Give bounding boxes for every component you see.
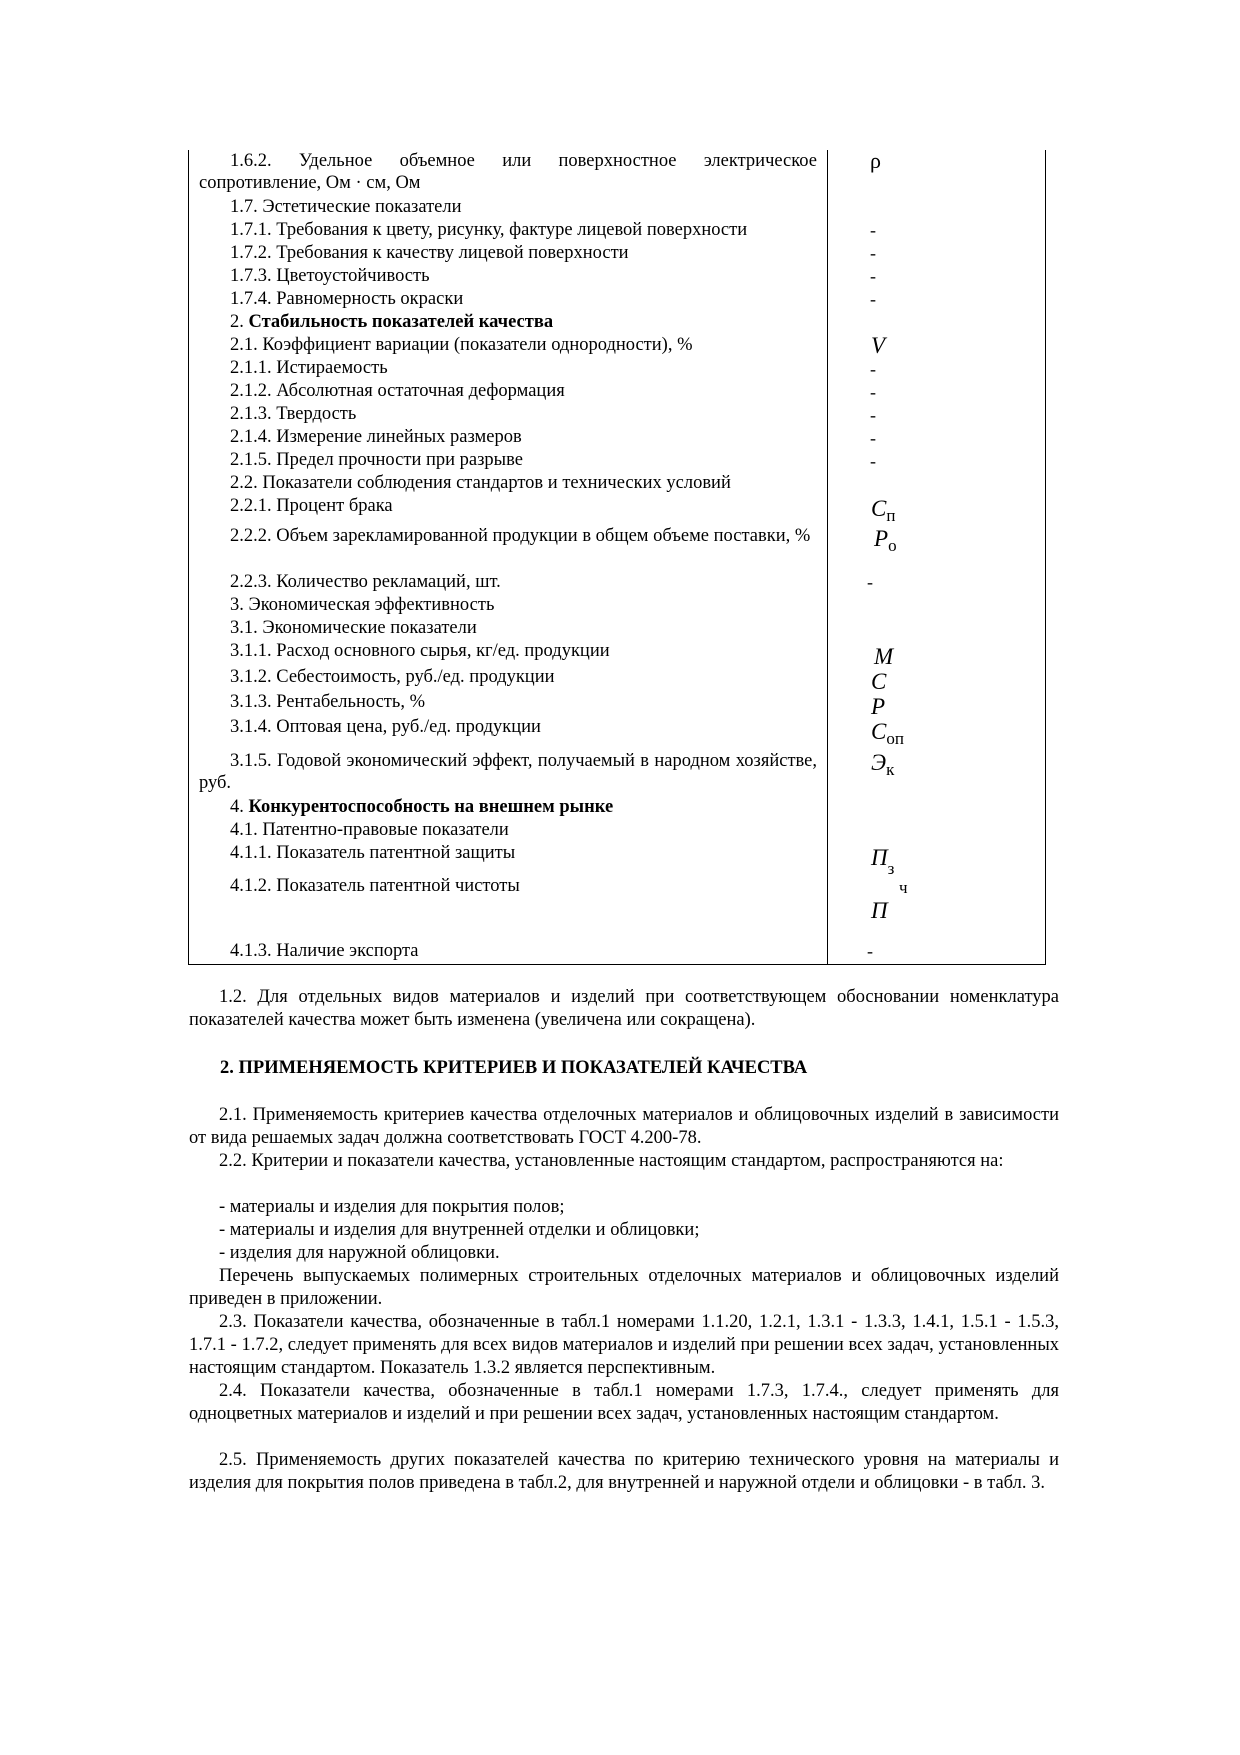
table-row-symbol: ρ bbox=[870, 148, 881, 173]
table-row-text: 2.1.4. Измерение линейных размеров bbox=[230, 427, 522, 447]
paragraph-1-2: 1.2. Для отдельных видов материалов и изделий при соответствующем обосновании номенклатура показателей качества может быть изменена (увеличена или сокращена). bbox=[189, 987, 1059, 1030]
table-row-text: 2. Стабильность показателей качества bbox=[230, 312, 554, 332]
table-row-symbol: - bbox=[870, 266, 876, 286]
list-item: - материалы и изделия для внутренней отделки и облицовки; bbox=[219, 1220, 700, 1240]
table-row-text: 1.7.2. Требования к качеству лицевой поверхности bbox=[230, 243, 629, 263]
table-row-text: 4.1.3. Наличие экспорта bbox=[230, 941, 419, 961]
paragraph-2-4: 2.4. Показатели качества, обозначенные в табл.1 номерами 1.7.3, 1.7.4., следует применять для одноцветных материалов и изделий и при решении всех задач, установленных настоящим стандартом. bbox=[189, 1381, 1059, 1424]
table-row-symbol: М bbox=[874, 644, 894, 669]
table-row-symbol: - bbox=[870, 428, 876, 448]
table-row-symbol-subscript: ч bbox=[899, 878, 908, 897]
table-row-text: 2.1. Коэффициент вариации (показатели однородности), % bbox=[230, 335, 693, 355]
table-row-symbol: П bbox=[871, 898, 888, 923]
table-row-symbol: - bbox=[870, 220, 876, 240]
table-row-text: 2.2. Показатели соблюдения стандартов и технических условий bbox=[230, 473, 731, 493]
table-row-symbol: $С_п$ bbox=[871, 496, 896, 525]
table-row-symbol: - bbox=[867, 572, 873, 592]
table-row-text: 2.1.2. Абсолютная остаточная деформация bbox=[230, 381, 565, 401]
table-row-symbol: - bbox=[870, 289, 876, 309]
table-row-text: 4.1.1. Показатель патентной защиты bbox=[230, 843, 516, 863]
table-row-text: 2.1.1. Истираемость bbox=[230, 358, 388, 378]
paragraph-2-2: 2.2. Критерии и показатели качества, установленные настоящим стандартом, распространяются на: bbox=[219, 1151, 1004, 1171]
table-row-text: 3.1.3. Рентабельность, % bbox=[230, 692, 425, 712]
paragraph-2-5: 2.5. Применяемость других показателей качества по критерию технического уровня на материалы и изделия для покрытия полов приведена в табл.2, для внутренней и наружной отдели и облицовки - в табл. 3. bbox=[189, 1450, 1059, 1493]
table-row-symbol: - bbox=[870, 243, 876, 263]
table-row-text: 3.1.4. Оптовая цена, руб./ед. продукции bbox=[230, 717, 541, 737]
section-2-heading: 2. ПРИМЕНЯЕМОСТЬ КРИТЕРИЕВ И ПОКАЗАТЕЛЕЙ КАЧЕСТВА bbox=[220, 1058, 808, 1078]
table-row-text: 1.7.1. Требования к цвету, рисунку, фактуре лицевой поверхности bbox=[230, 220, 748, 240]
table-row-symbol: V bbox=[871, 333, 886, 358]
table-row-symbol: С bbox=[871, 669, 887, 694]
table-row-text: 4.1. Патентно-правовые показатели bbox=[230, 820, 509, 840]
table-row-text: 2.1.3. Твердость bbox=[230, 404, 357, 424]
table-row-text: 1.6.2. Удельное объемное или поверхностное электрическое сопротивление, Ом · см, Ом bbox=[199, 151, 817, 193]
table-row-text: 3. Экономическая эффективность bbox=[230, 595, 495, 615]
table-row-symbol: - bbox=[867, 941, 873, 961]
list-item: - изделия для наружной облицовки. bbox=[219, 1243, 500, 1263]
table-row-text: 2.1.5. Предел прочности при разрыве bbox=[230, 450, 523, 470]
paragraph-list: Перечень выпускаемых полимерных строительных отделочных материалов и облицовочных изделий приведен в приложении. bbox=[189, 1266, 1059, 1309]
table-row-text: 2.2.2. Объем зарекламированной продукции в общем объеме поставки, % bbox=[230, 526, 811, 546]
table-row-text: 3.1.2. Себестоимость, руб./ед. продукции bbox=[230, 667, 555, 687]
table-row-text: 3.1.1. Расход основного сырья, кг/ед. продукции bbox=[230, 641, 610, 661]
table-row-symbol: - bbox=[870, 451, 876, 471]
table-row-text: 4. Конкурентоспособность на внешнем рынке bbox=[230, 797, 614, 817]
table-row-text: 3.1.5. Годовой экономический эффект, получаемый в народном хозяйстве, руб. bbox=[199, 751, 817, 793]
table-row-symbol: - bbox=[870, 405, 876, 425]
table-row-symbol: $Э_к$ bbox=[871, 750, 895, 779]
list-item: - материалы и изделия для покрытия полов; bbox=[219, 1197, 565, 1217]
table-row-text: 1.7. Эстетические показатели bbox=[230, 197, 462, 217]
table-row-symbol: - bbox=[870, 382, 876, 402]
quality-indicators-table bbox=[188, 150, 1046, 965]
table-row-symbol: $П_з$ bbox=[871, 845, 895, 878]
table-row-symbol: $Р_о$ bbox=[874, 526, 897, 555]
table-row-text: 2.2.3. Количество рекламаций, шт. bbox=[230, 572, 501, 592]
table-row-symbol: Р bbox=[871, 694, 886, 719]
paragraph-2-1: 2.1. Применяемость критериев качества отделочных материалов и облицовочных изделий в зависимости от вида решаемых задач должна соответствовать ГОСТ 4.200-78. bbox=[189, 1105, 1059, 1148]
table-row-text: 3.1. Экономические показатели bbox=[230, 618, 477, 638]
table-column-divider bbox=[827, 150, 828, 964]
table-row-text: 4.1.2. Показатель патентной чистоты bbox=[230, 876, 520, 896]
table-row-text: 1.7.3. Цветоустойчивость bbox=[230, 266, 430, 286]
paragraph-2-3: 2.3. Показатели качества, обозначенные в табл.1 номерами 1.1.20, 1.2.1, 1.3.1 - 1.3.3, 1.4.1, 1.5.1 - 1.5.3, 1.7.1 - 1.7.2, следует применять для всех видов материалов и изделий при решении всех задач, установленных настоящим стандартом. Показатель 1.3.2 является перспективным. bbox=[189, 1312, 1059, 1378]
table-row-symbol: - bbox=[870, 359, 876, 379]
table-row-symbol: $С_{оп}$ bbox=[871, 719, 904, 748]
table-row-text: 2.2.1. Процент брака bbox=[230, 496, 393, 516]
table-row-text: 1.7.4. Равномерность окраски bbox=[230, 289, 464, 309]
